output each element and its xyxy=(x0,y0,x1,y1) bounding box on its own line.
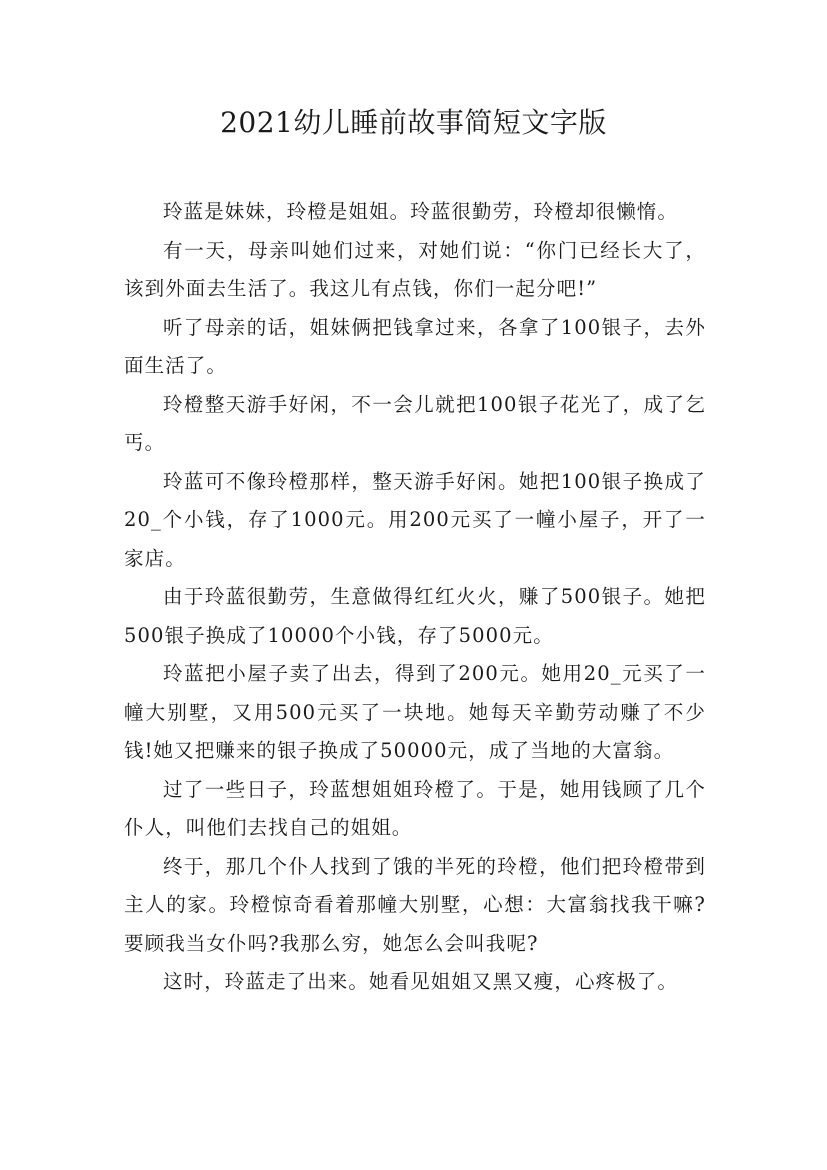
paragraph: 过了一些日子，玲蓝想姐姐玲橙了。于是，她用钱顾了几个仆人，叫他们去找自己的姐姐。 xyxy=(124,777,706,839)
paragraph: 终于，那几个仆人找到了饿的半死的玲橙，他们把玲橙带到主人的家。玲橙惊奇看着那幢大别墅，心想：大富翁找我干嘛?要顾我当女仆吗?我那么穷，她怎么会叫我呢? xyxy=(124,854,706,955)
paragraph: 玲蓝把小屋子卖了出去，得到了200元。她用20_元买了一幢大别墅，又用500元买了一块地。她每天辛勤劳动赚了不少钱!她又把赚来的银子换成了50000元，成了当地的大富翁。 xyxy=(124,662,706,762)
paragraph: 有一天，母亲叫她们过来，对她们说：“你门已经长大了，该到外面去生活了。我这儿有点钱，你们一起分吧!” xyxy=(124,238,706,300)
paragraph: 玲蓝是妹妹，玲橙是姐姐。玲蓝很勤劳，玲橙却很懒惰。 xyxy=(163,200,679,223)
paragraph: 玲蓝可不像玲橙那样，整天游手好闲。她把100银子换成了20_个小钱，存了1000元。用200元买了一幢小屋子，开了一家店。 xyxy=(124,469,706,570)
paragraph: 由于玲蓝很勤劳，生意做得红红火火，赚了500银子。她把500银子换成了10000个小钱，存了5000元。 xyxy=(124,585,706,647)
paragraph: 玲橙整天游手好闲，不一会儿就把100银子花光了，成了乞丐。 xyxy=(124,392,706,454)
document-body xyxy=(124,193,706,1002)
paragraph: 听了母亲的话，姐妹俩把钱拿过来，各拿了100银子，去外面生活了。 xyxy=(124,315,706,377)
paragraph: 这时，玲蓝走了出来。她看见姐姐又黑又瘦，心疼极了。 xyxy=(163,970,679,993)
document-title: 2021幼儿睡前故事简短文字版 xyxy=(220,106,607,139)
